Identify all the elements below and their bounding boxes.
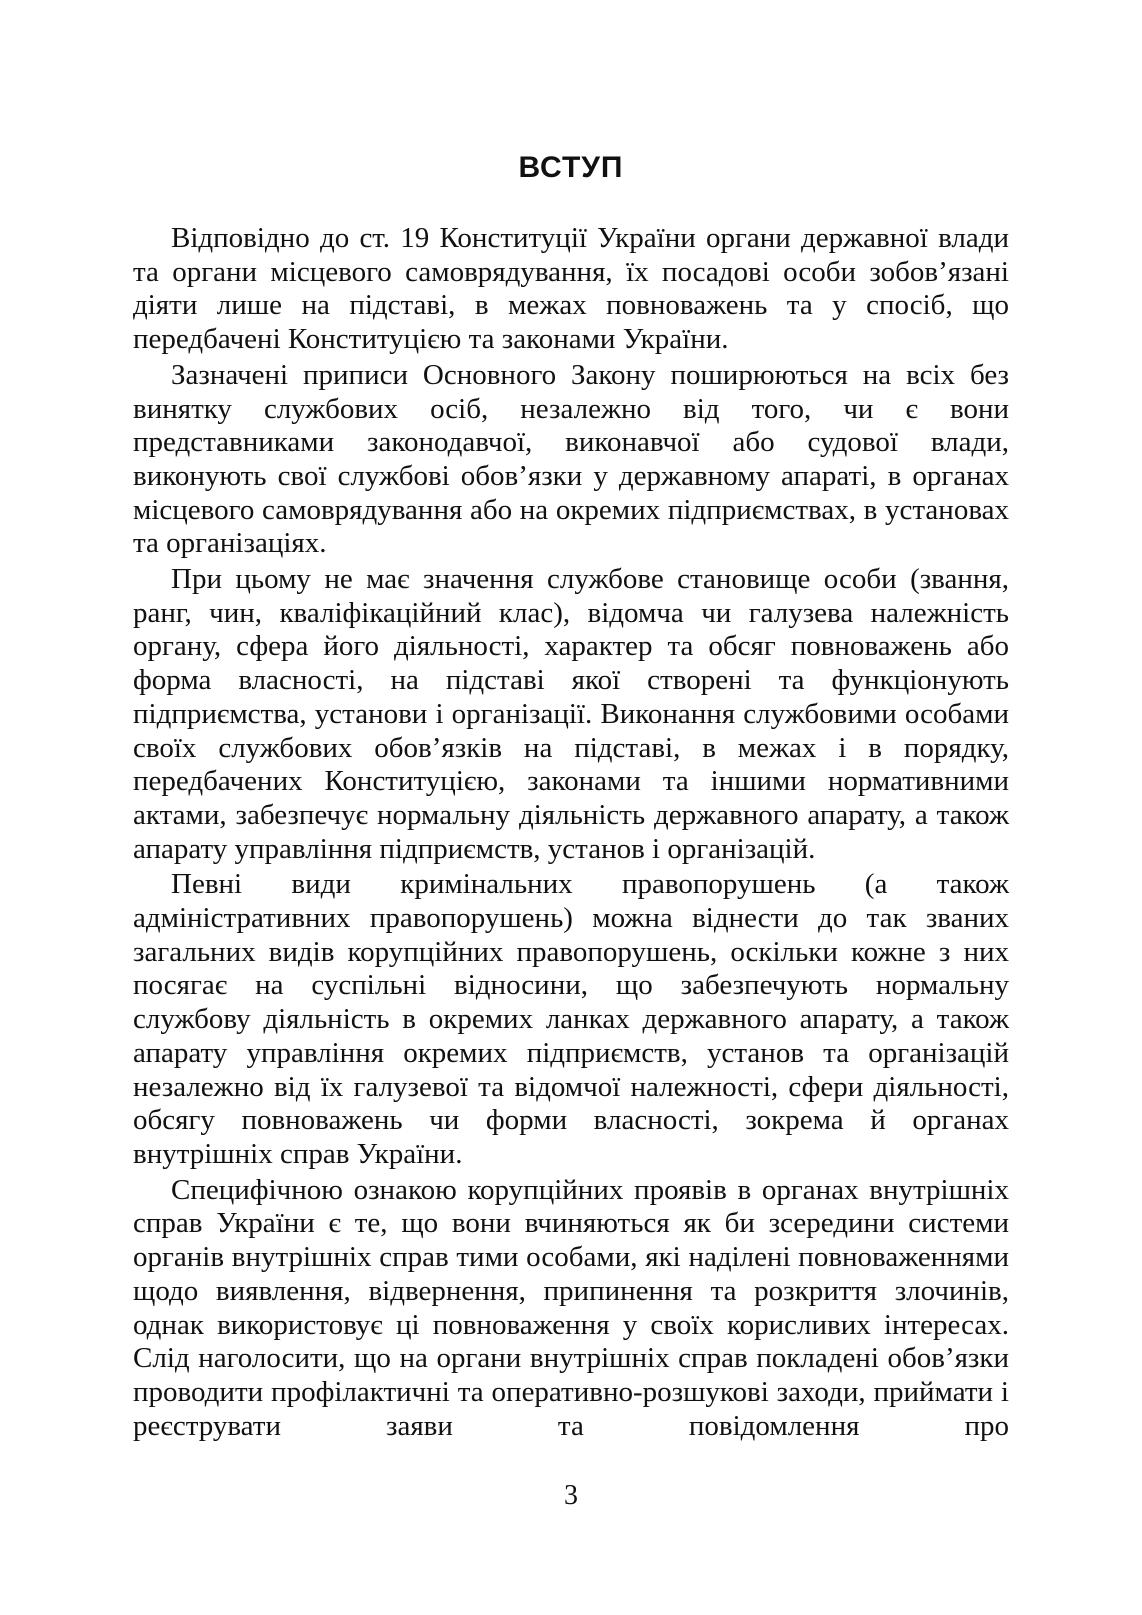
paragraph: Відповідно до ст. 19 Конституції України органи державної влади та органи місцевого самоврядування, їх посадові особи зобов’язані діяти лише на підставі, в межах повноважень та у спосіб, що передбачені Конституцією та законами України. — [133, 222, 1009, 356]
paragraph: Специфічною ознакою корупційних проявів в органах внутрішніх справ України є те, що вони вчиняються як би зсередини системи органів внутрішніх справ тими особами, які наділені повноваженнями щодо виявлення, відвернення, припинення та розкриття злочинів, однак використовує ці повноваження у своїх корисливих інтересах. Слід наголосити, що на органи внутрішніх справ покладені обов’язки проводити профілактичні та оперативно-розшукові заходи, приймати і реєструвати заяви та повідомлення про — [133, 1173, 1009, 1442]
paragraph: Зазначені приписи Основного Закону поширюються на всіх без винятку службових осіб, незалежно від того, чи є вони представниками законодавчої, виконавчої або судової влади, виконують свої службові обов’язки у державному апараті, в органах місцевого самоврядування або на окремих підприємствах, в установах та організаціях. — [133, 358, 1009, 560]
body-text — [133, 222, 1009, 1445]
page-title: ВСТУП — [518, 151, 624, 184]
paragraph: Певні види кримінальних правопорушень (а також адміністративних правопорушень) можна віднести до так званих загальних видів корупційних правопорушень, оскільки кожне з них посягає на суспільні відносини, що забезпечують нормальну службову діяльність в окремих ланках державного апарату, а також апарату управління окремих підприємств, установ та організацій незалежно від їх галузевої та відомчої належності, сфери діяльності, обсягу повноважень чи форми власності, зокрема й органах внутрішніх справ України. — [133, 868, 1009, 1170]
page-number: 3 — [564, 1480, 578, 1511]
paragraph: При цьому не має значення службове становище особи (звання, ранг, чин, кваліфікаційний клас), відомча чи галузева належність органу, сфера його діяльності, характер та обсяг повноважень або форма власності, на підставі якої створені та функціонують підприємства, установи і організації. Виконання службовими особами своїх службових обов’язків на підставі, в межах і в порядку, передбачених Конституцією, законами та іншими нормативними актами, забезпечує нормальну діяльність державного апарату, а також апарату управління підприємств, установ і організацій. — [133, 563, 1009, 865]
